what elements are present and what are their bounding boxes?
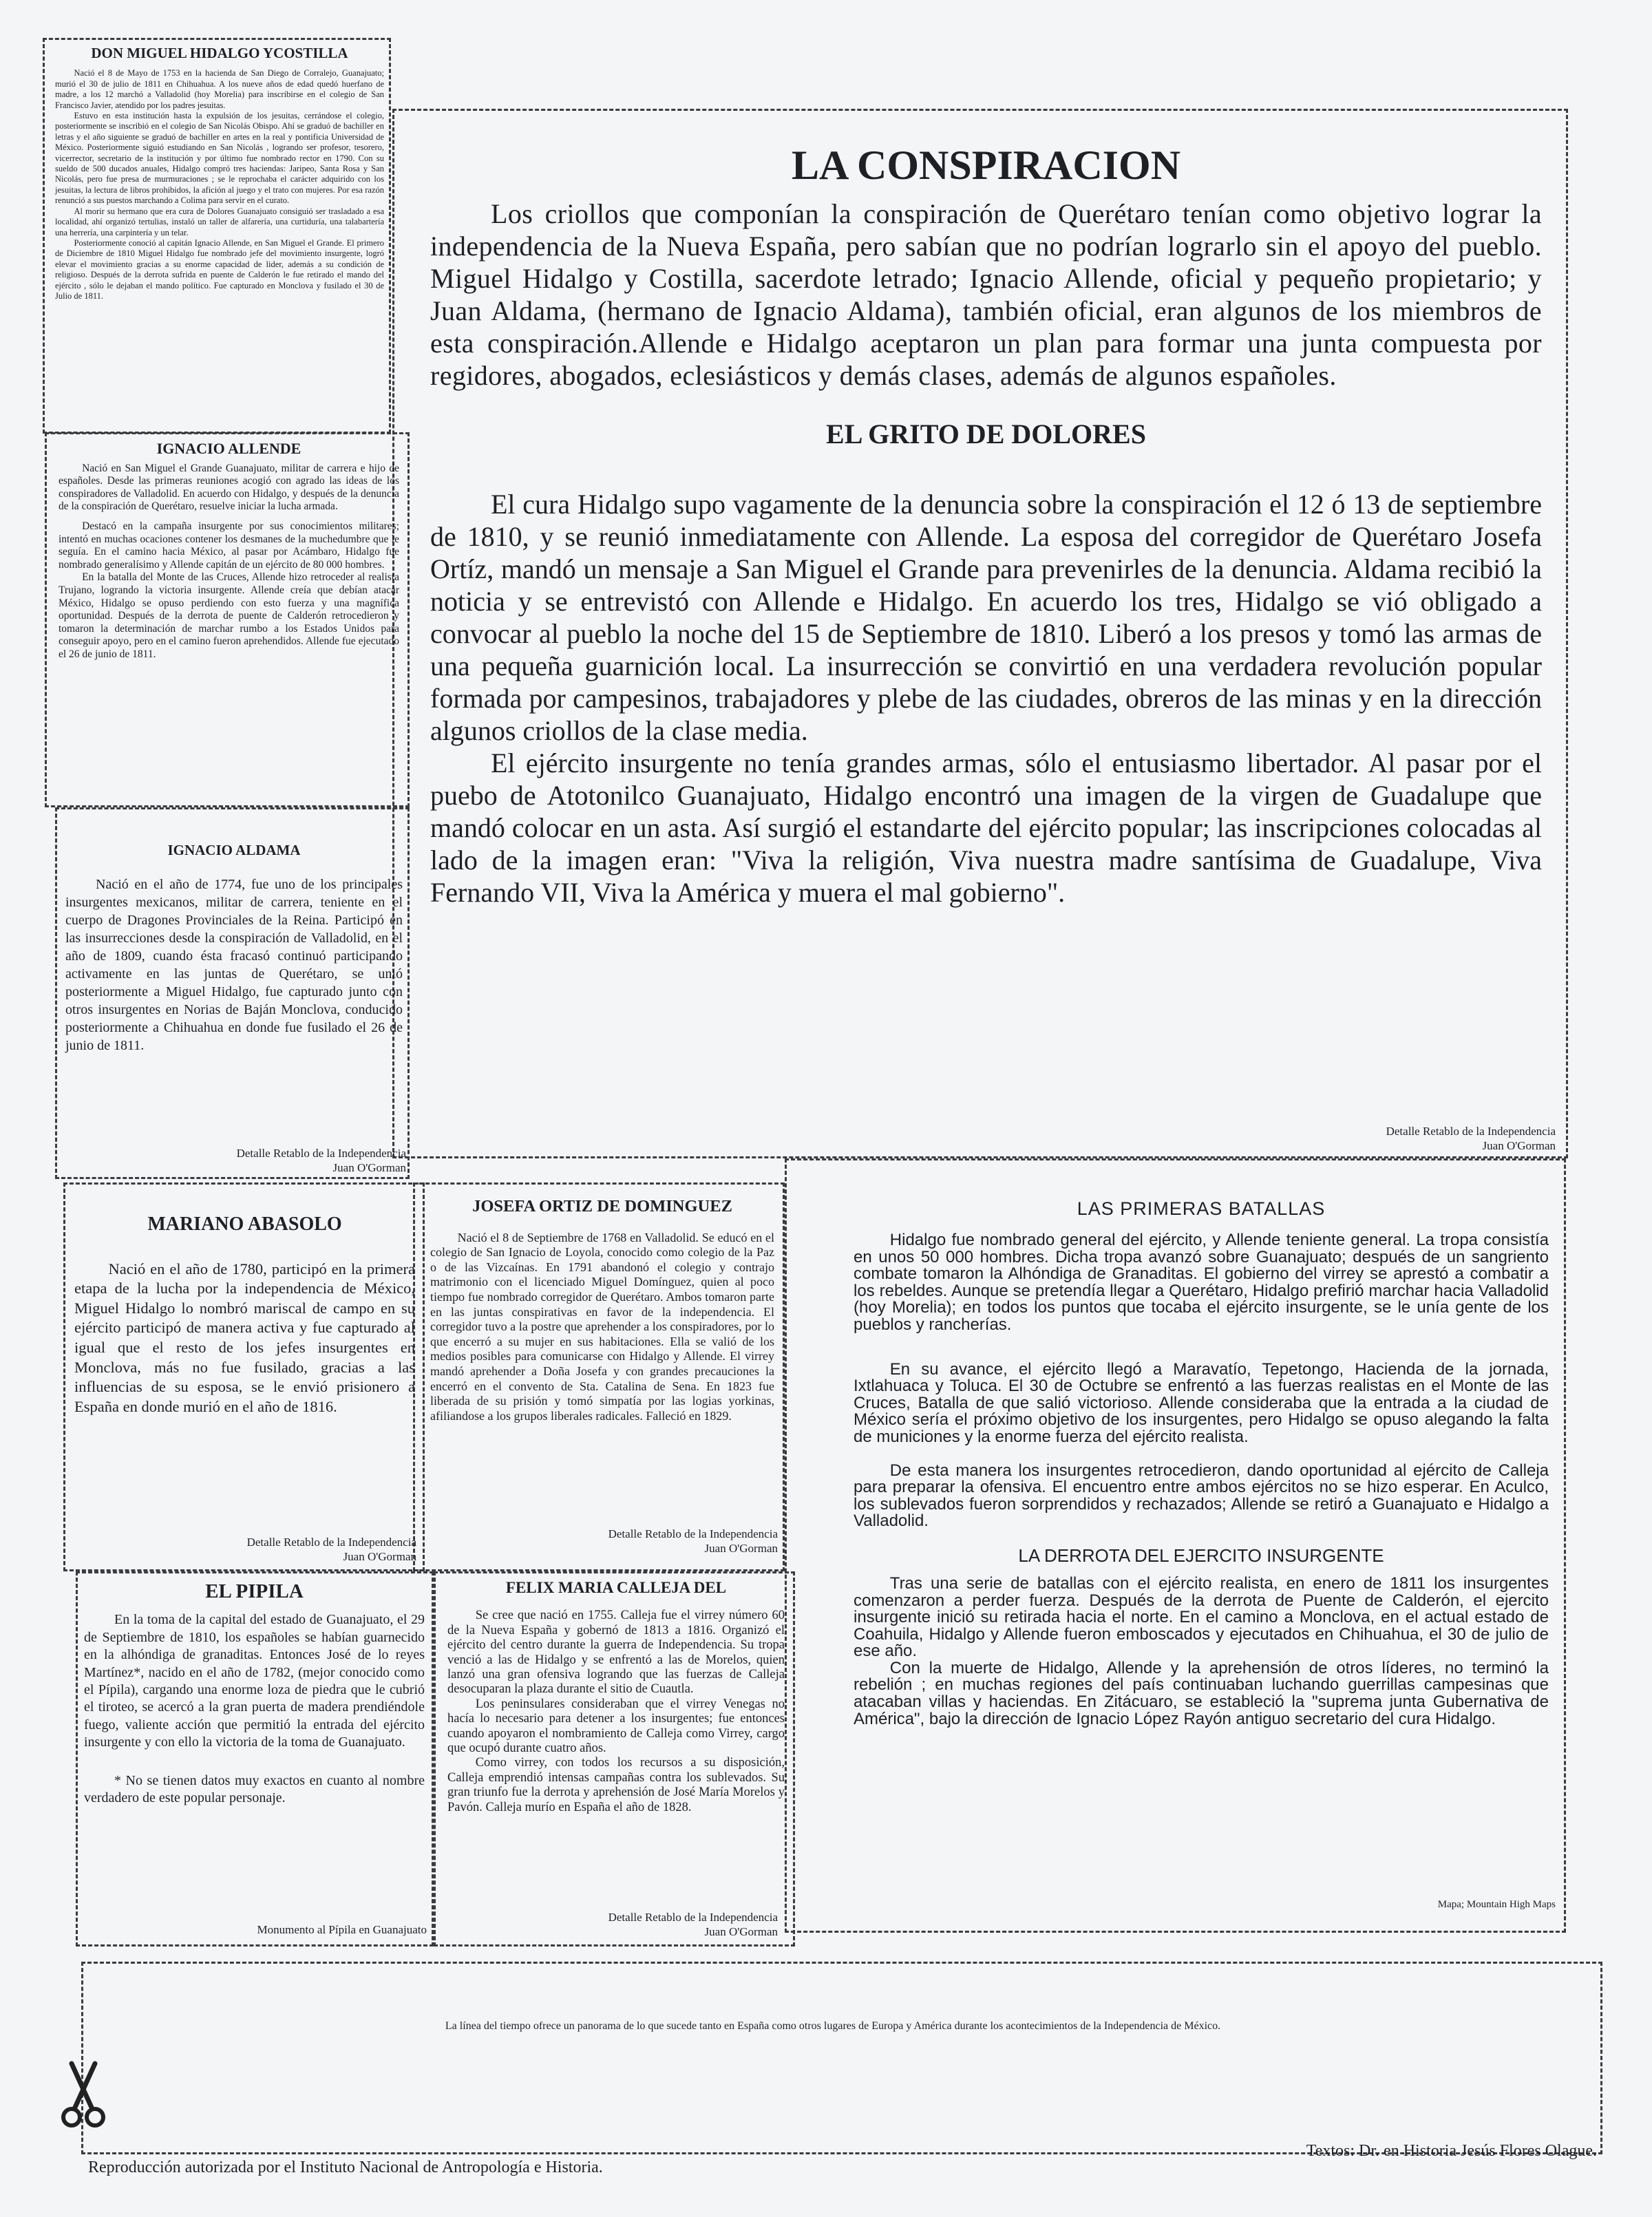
abasolo-credit-line1: Detalle Retablo de la Independencia	[246, 1536, 416, 1549]
derrota-credit	[1273, 1898, 1556, 1912]
pipila-paragraph: * No se tienen datos muy exactos en cuanto al nombre verdadero de este popular personaje.	[84, 1772, 425, 1806]
timeline-note: La línea del tiempo ofrece un panorama de lo que sucede tanto en España como otros lugares de Europa y América durante los acontecimientos de la Independencia de México.	[445, 2020, 1221, 2032]
pipila-section	[84, 1580, 425, 1807]
abasolo-paragraph: Nació en el año de 1780, participó en la primera etapa de la lucha por la independencia de México, Miguel Hidalgo lo nombró mariscal de campo en su ejército participó de manera activa y fue capturado al igual que el resto de los jefes insurgentes en Monclova, más no fue fusilado, gracias a las influencias de su esposa, se le envió prisionero a España en donde murió en el año de 1816.	[74, 1260, 415, 1415]
pipila-paragraph: En la toma de la capital del estado de Guanajuato, el 29 de Septiembre de 1810, los españoles se habían guarnecido en la alhóndiga de granaditas. Entonces José de lo reyes Martínez*, nacido en el año de 1782, (mejor conocido como el Pípila), cargando una enorme loza de piedra que le cubrió el tiroteo, se acercó a la gran puerta de madera prendiéndole fuego, valiente acción que permitió la entrada del ejército insurgente y con ello la victoria de la toma de Guanajuato.	[84, 1612, 425, 1750]
calleja-paragraph: Como virrey, con todos los recursos a su disposición, Calleja emprendió intensas campañas contra los sublevados. Su gran triunfo fue la derrota y aprehensión de José María Morelos y Pavón. Calleja murío en España el año de 1828.	[447, 1756, 785, 1814]
aldama-paragraph: Nació en el año de 1774, fue uno de los principales insurgentes mexicanos, militar de carrera, teniente en el cuerpo de Dragones Provinciales de la Reina. Participó en las insurrecciones desde la conspiración de Valladolid, en el año de 1809, cuando ésta fracasó continuó participando activamente en las juntas de Querétaro, se unió posteriormente a Miguel Hidalgo, fue capturado junto con otros insurgentes en Norias de Baján Monclova, conducido posteriormente a Chihuahua en donde fue fusilado el 26 de junio de 1811.	[65, 877, 403, 1053]
calleja-paragraph: Se cree que nació en 1755. Calleja fue el virrey número 60 de la Nueva España y gobernó de 1813 a 1816. Organizó el ejército del centro durante la guerra de Independencia. Su tropa venció a las de Hidalgo y se enfrentó a las de Morelos, quien lanzó una gran ofensiva logrando que las fuerzas de Calleja desocuparan la plaza durante el sitio de Cuautla.	[447, 1609, 785, 1697]
derrota-title: LA DERROTA DEL EJERCITO INSURGENTE	[1018, 1545, 1384, 1566]
allende-title: IGNACIO ALLENDE	[156, 440, 301, 457]
pipila-title: EL PIPILA	[205, 1580, 304, 1602]
grito-paragraph: El ejército insurgente no tenía grandes armas, sólo el entusiasmo libertador. Al pasar por el puebo de Atotonilco Guanajuato, Hidalgo encontró una imagen de la virgen de Guadalupe que mandó colocar en un asta. Así surgió el estandarte del ejército popular; las inscripciones colocadas al lado de la imagen eran: "Viva la religión, Viva nuestra madre santísima de Guadalupe, Viva Fernando VII, Viva la América y muera el mal gobierno".	[430, 747, 1542, 908]
abasolo-credit	[145, 1535, 416, 1564]
calleja-title: FELIX MARIA CALLEJA DEL	[505, 1579, 727, 1596]
josefa-paragraph: Nació el 8 de Septiembre de 1768 en Valladolid. Se educó en el colegio de San Ignacio de Loyola, conocido como colegio de la Paz o de las Vizcaínas. En 1791 abandonó el colegio y contrajo matrimonio con el licenciado Miguel Domínguez, quien al poco tiempo fue nombrado corregidor de Querétaro. Ambos tomaron parte en las juntas conspirativas en favor de la independencia. El corregidor tuvo a la postre que aprehender a los conspiradores, por lo que encerró a su mujer en sus habitaciones. Ella se valió de los medios posibles para comunicarse con Hidalgo y Allende. El virrey mandó aprehender a Doña Josefa y con grandes precauciones la encerró en el convento de Sta. Catalina de Sena. En 1823 fue liberada de su prisión y tomó simpatía por las logias yorkinas, afiliandose a los grupos liberales radicales. Falleció en 1829.	[430, 1230, 774, 1423]
grito-paragraph: El cura Hidalgo supo vagamente de la denuncia sobre la conspiración el 12 ó 13 de septiembre de 1810, y se reunió inmediatamente con Allende. La esposa del corregidor de Querétaro Josefa Ortíz, mandó un mensaje a San Miguel el Grande para prevenirles de la denuncia. Aldama recibió la noticia y se entrevistó con Allende e Hidalgo. En acuerdo los tres, Hidalgo se vió obligado a convocar al pueblo la noche del 15 de Septiembre de 1810. Liberó a los presos y tomó las armas de una pequeña guarnición local. La insurrección se convirtió en una verdadera revolución popular formada por campesinos, trabajadores y plebe de las ciudades, obreros de las minas y en la dirección algunos criollos de la clase media.	[430, 489, 1542, 746]
derrota-paragraph: Tras una serie de batallas con el ejército realista, en enero de 1811 los insurgentes comenzaron a perder fuerza. Después de la derrota de Puente de Calderón, el ejercito insurgente inició su retirada hacia el norte. En el camino a Monclova, en el actual estado de Coahuila, Hidalgo y Allende fueron emboscados y ejecutados en Chihuahua, el 30 de julio de ese año.	[854, 1573, 1549, 1661]
batallas-title: LAS PRIMERAS BATALLAS	[1077, 1198, 1326, 1219]
batallas-paragraph: De esta manera los insurgentes retrocedieron, dando oportunidad al ejército de Calleja para preparar la ofensiva. El encuentro entre ambos ejércitos no se hizo esperar. En Aculco, los sublevados fueron sorprendidos y rechazados; Allende se retiró a Guanajuato e Hidalgo a Valladolid.	[854, 1461, 1549, 1531]
grito-title: EL GRITO DE DOLORES	[826, 418, 1146, 449]
footer-left: Reproducción autorizada por el Instituto Nacional de Antropología e Historia.	[88, 2158, 603, 2176]
calleja-credit	[496, 1910, 778, 1939]
hidalgo-paragraph: Estuvo en esta institución hasta la expulsión de los jesuitas, cerrándose el colegio, posteriormente se inscribió en el colegio de San Nicolás Obispo. Ahí se graduó de bachiller en letras y el año siguiente se graduó de bachiller en artes en la real y pontificia Universidad de México. Posteriormente siguió estudiando en San Nicolás , logrando ser profesor, tesorero, vicerrector, secretario de la institución y por último fue nombrado rector en 1790. Con su sueldo de 500 ducados anuales, Hidalgo compró tres haciendas: Jaripeo, Santa Rosa y San Nicolás, pero fue presa de murmuraciones ; se le reprochaba el carácter adquirido con los jesuitas, la lectura de libros prohibidos, la afición al juego y el trato con mujeres. Por esa razón renunció a sus puestos marchando a Colima para servir en el curato.	[55, 111, 384, 206]
josefa-credit-line2: Juan O'Gorman	[704, 1542, 778, 1555]
josefa-section	[430, 1199, 774, 1423]
allende-section	[59, 440, 399, 661]
calleja-credit-line1: Detalle Retablo de la Independencia	[608, 1911, 778, 1924]
conspiracion-paragraph: Los criollos que componían la conspiración de Querétaro tenían como objetivo lograr la independencia de la Nueva España, pero sabían que no podrían lograrlo sin el apoyo del pueblo. Miguel Hidalgo y Costilla, sacerdote letrado; Ignacio Allende, oficial y pequeño propietario; y Juan Aldama, (hermano de Ignacio Aldama), también oficial, eran algunos de los miembros de esta conspiración.Allende e Hidalgo aceptaron un plan para formar una junta compuesta por regidores, abogados, eclesiásticos y demás clases, además de algunos españoles.	[430, 198, 1542, 391]
calleja-paragraph: Los peninsulares consideraban que el virrey Venegas no hacía lo necesario para detener a los insurgentes; fue entonces cuando apoyaron el nombramiento de Calleja como Virrey, cargo que ocupó durante cuatro años.	[447, 1697, 785, 1756]
aldama-credit-line2: Juan O'Gorman	[332, 1161, 406, 1174]
main-section	[430, 141, 1542, 909]
conspiracion-title: LA CONSPIRACION	[791, 142, 1181, 188]
allende-paragraph: Nació en San Miguel el Grande Guanajuato, militar de carrera e hijo de españoles. Desde las primeras reuniones acogió con agrado las ideas de los conspiradores de Valladolid. En acuerdo con Hidalgo, y después de la denuncia de la conspiración de Querétaro, resuelve iniciar la lucha armada.	[59, 462, 399, 513]
aldama-section	[65, 841, 403, 1054]
pipila-credit	[138, 1922, 427, 1937]
grito-credit-line2: Juan O'Gorman	[1482, 1139, 1556, 1152]
josefa-title: JOSEFA ORTIZ DE DOMINGUEZ	[472, 1197, 732, 1216]
aldama-credit	[138, 1146, 406, 1175]
allende-paragraph: Destacó en la campaña insurgente por sus conocimientos militares; intentó en muchas ocaciones contener los desmanes de la muchedumbre que le seguía. En el camino hacia México, al pasar por Acámbaro, Hidalgo fue nombrado generalísimo y Allende capitán de un ejército de 80 000 hombres.	[59, 520, 399, 571]
aldama-title: IGNACIO ALDAMA	[167, 842, 301, 858]
abasolo-title: MARIANO ABASOLO	[147, 1213, 342, 1235]
grito-credit	[1273, 1124, 1556, 1153]
derrota-paragraph: Con la muerte de Hidalgo, Allende y la aprehensión de otros líderes, no terminó la rebelión ; en muchas regiones del país continuaban luchando guerrillas campesinas que atacaban villas y haciendas. En Zitácuaro, se estableció la "suprema junta Gubernativa de América", bajo la dirección de Ignacio López Rayón antiguo secretario del cura Hidalgo.	[854, 1658, 1549, 1728]
calleja-section	[447, 1580, 785, 1815]
abasolo-section	[74, 1215, 415, 1417]
josefa-credit-line1: Detalle Retablo de la Independencia	[608, 1527, 778, 1540]
scissors-icon[interactable]	[59, 2061, 107, 2130]
hidalgo-section	[55, 45, 384, 301]
hidalgo-paragraph: Al morir su hermano que era cura de Dolores Guanajuato consiguió ser trasladado a esa localidad, ahí organizó tertulias, instaló un taller de alfarería, una curtiduría, una talabartería una herrería, una carpintería y un telar.	[55, 206, 384, 237]
hidalgo-paragraph: Posteriormente conoció al capitán Ignacio Allende, en San Miguel el Grande. El primero de Diciembre de 1810 Miguel Hidalgo fue nombrado jefe del movimiento insurgente, logró elevar el movimiento gracias a su enorme capacidad de lider, además a su condición de religioso. Después de la derrota sufrida en puente de Calderón le fue retirado el mando del ejército , sólo le dejaban el mando político. Fue capturado en Monclova y fusilado el 30 de Julio de 1811.	[55, 237, 384, 301]
hidalgo-title: DON MIGUEL HIDALGO YCOSTILLA	[91, 45, 348, 61]
pipila-credit-line1: Monumento al Pípila en Guanajuato	[257, 1923, 427, 1936]
allende-paragraph: En la batalla del Monte de las Cruces, Allende hizo retroceder al realista Trujano, logrando la victoria insurgente. Allende creía que debían atacar México, Hidalgo se opuso perdiendo con esto fuerza y una magnífica oportunidad. Después de la derrota de puente de Calderón retrocedieron y tomaron la determinación de marchar rumbo a los Estados Unidos para conseguir apoyo, pero en el camino fueron aprehendidos. Allende fue ejecutado el 26 de junio de 1811.	[59, 571, 399, 660]
batallas-paragraph: Hidalgo fue nombrado general del ejército, y Allende teniente general. La tropa consistía en unos 50 000 hombres. Dicha tropa avanzó sobre Guanajuato; después de un sangriento combate tomaron la Alhóndiga de Granaditas. El gobierno del virrey se aprestó a combatir a los rebeldes. Aunque se pretendía llegar a Querétaro, Hidalgo prefirió marchar hacia Valladolid (hoy Morelia); en todos los puntos que tocaba el ejército insurgente, se le unía gente de los pueblos y rancherías.	[854, 1231, 1549, 1334]
derrota-credit-line1: Mapa; Mountain High Maps	[1437, 1899, 1556, 1910]
batallas-section	[854, 1198, 1549, 1728]
abasolo-credit-line2: Juan O'Gorman	[343, 1550, 416, 1563]
grito-credit-line1: Detalle Retablo de la Independencia	[1386, 1125, 1556, 1138]
timeline-frame	[81, 1962, 1602, 2154]
josefa-credit	[496, 1527, 778, 1556]
aldama-credit-line1: Detalle Retablo de la Independencia	[236, 1147, 406, 1160]
footer-right: Textos: Dr. en Historia Jesús Flores Olague.	[1306, 2142, 1597, 2160]
hidalgo-paragraph: Nació el 8 de Mayo de 1753 en la hacienda de San Diego de Corralejo, Guanajuato; murió el 30 de julio de 1811 en Chihuahua. A los nueve años de edad quedó huerfano de madre, a los 12 marchó a Valladolid (hoy Morelia) para inscribirse en el colegio de San Francisco Javier, atendido por los padres jesuitas.	[55, 68, 384, 110]
batallas-paragraph: En su avance, el ejército llegó a Maravatío, Tepetongo, Hacienda de la jornada, Ixtlahuaca y Toluca. El 30 de Octubre se enfrentó a las fuerzas realistas en el Monte de las Cruces, Batalla de que salió victorioso. Allende consideraba que la entrada a la ciudad de México sería el próximo objetivo de los insurgentes, pero Hidalgo se opuso alegando la falta de municiones y la enorme fuerza del ejército realista.	[854, 1359, 1549, 1446]
calleja-credit-line2: Juan O'Gorman	[704, 1925, 778, 1938]
